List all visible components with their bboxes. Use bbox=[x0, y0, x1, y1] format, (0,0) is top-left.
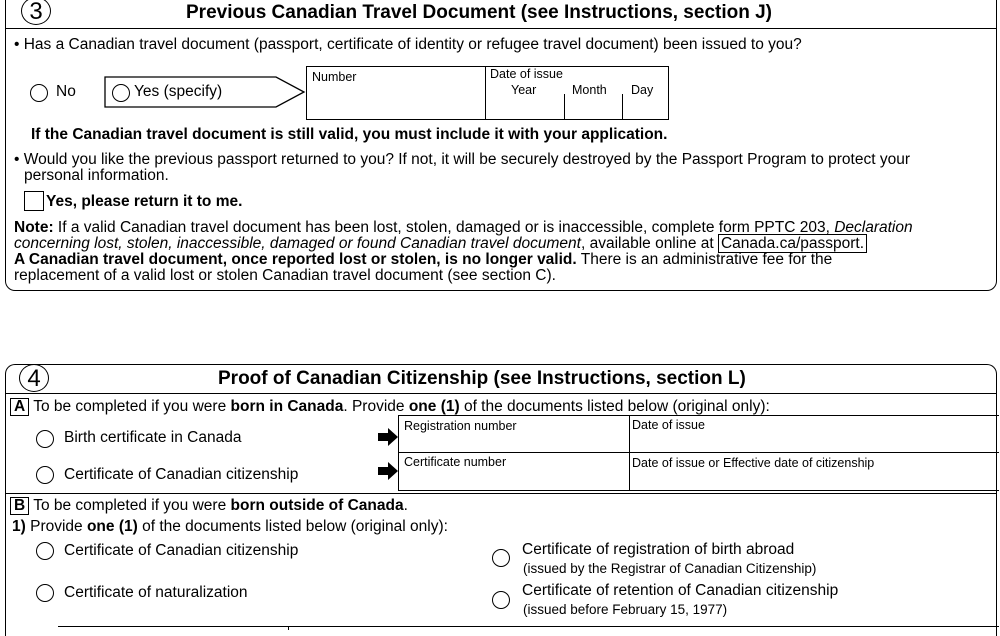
radio-certificate-citizenship-b[interactable] bbox=[36, 542, 54, 560]
partial-table-divider bbox=[288, 626, 289, 630]
radio-certificate-citizenship-a-label: Certificate of Canadian citizenship bbox=[64, 466, 299, 483]
radio-certificate-retention-label: Certificate of retention of Canadian citizenship bbox=[522, 582, 839, 599]
date-of-issue-field-label: Date of issue bbox=[632, 418, 705, 432]
section-3-question-2-line-1: • Would you like the previous passport returned to you? If not, it will be securely destroyed by the Passport Program to protect your bbox=[14, 151, 910, 168]
section-3-number: 3 bbox=[21, 0, 51, 25]
certificate-number-label: Certificate number bbox=[404, 455, 507, 469]
radio-certificate-naturalization[interactable] bbox=[36, 584, 54, 602]
radio-certificate-registration-label: Certificate of registration of birth abroad bbox=[522, 541, 795, 558]
part-a-instruction: A To be completed if you were born in Canada. Provide one (1) of the documents listed below (original only): bbox=[10, 398, 770, 416]
date-of-issue-label: Date of issue bbox=[490, 67, 563, 81]
note-label: Note: bbox=[14, 219, 54, 236]
section-4-title: Proof of Canadian Citizenship (see Instructions, section L) bbox=[218, 368, 746, 389]
radio-no[interactable] bbox=[30, 84, 48, 102]
note-line-4: replacement of a valid lost or stolen Canadian travel document (see section C). bbox=[14, 267, 556, 284]
effective-date-label: Date of issue or Effective date of citizenship bbox=[632, 456, 875, 470]
registration-number-label: Registration number bbox=[404, 419, 517, 433]
part-a-bottom-rule bbox=[5, 493, 997, 494]
section-3-title: Previous Canadian Travel Document (see Instructions, section J) bbox=[186, 2, 773, 23]
return-passport-checkbox[interactable] bbox=[24, 191, 44, 211]
note-line-1: Note: If a valid Canadian travel document has been lost, stolen, damaged or is inaccessible, complete form PPTC 203, Declaration bbox=[14, 219, 913, 236]
section-4-number: 4 bbox=[19, 364, 49, 392]
number-label: Number bbox=[312, 70, 357, 84]
radio-certificate-retention-sub: (issued before February 15, 1977) bbox=[523, 602, 728, 617]
part-b-step-1: 1) Provide one (1) of the documents listed below (original only): bbox=[12, 518, 448, 535]
note-line-2: concerning lost, stolen, inaccessible, damaged or found Canadian travel document, available online at Canada.ca/passport. bbox=[14, 235, 867, 253]
arrow-right-icon bbox=[378, 462, 398, 480]
passport-website-link[interactable]: Canada.ca/passport. bbox=[718, 234, 867, 253]
part-b-instruction: B To be completed if you were born outside of Canada. bbox=[10, 497, 408, 515]
date-tick-2 bbox=[622, 94, 623, 119]
radio-birth-certificate[interactable] bbox=[36, 430, 54, 448]
section-3-title-rule bbox=[5, 28, 997, 29]
radio-yes[interactable] bbox=[112, 84, 130, 102]
valid-document-notice: If the Canadian travel document is still valid, you must include it with your application. bbox=[31, 126, 668, 143]
radio-certificate-citizenship-b-label: Certificate of Canadian citizenship bbox=[64, 542, 299, 559]
radio-certificate-registration-sub: (issued by the Registrar of Canadian Citizenship) bbox=[523, 561, 817, 576]
part-b-letter: B bbox=[10, 497, 29, 515]
month-label: Month bbox=[572, 83, 607, 97]
radio-birth-certificate-label: Birth certificate in Canada bbox=[64, 429, 242, 446]
radio-certificate-citizenship-a[interactable] bbox=[36, 466, 54, 484]
radio-certificate-registration[interactable] bbox=[492, 549, 510, 567]
arrow-right-icon bbox=[378, 428, 398, 446]
section-3-question-2-line-2: personal information. bbox=[24, 167, 169, 184]
radio-certificate-retention[interactable] bbox=[492, 591, 510, 609]
year-label: Year bbox=[511, 83, 537, 97]
return-passport-label: Yes, please return it to me. bbox=[46, 193, 243, 210]
partial-table-rule bbox=[58, 626, 999, 627]
section-3-question-1: • Has a Canadian travel document (passport, certificate of identity or refugee travel document) been issued to you? bbox=[14, 36, 802, 53]
date-tick-1 bbox=[564, 94, 565, 119]
day-label: Day bbox=[631, 83, 654, 97]
section-4-title-rule bbox=[5, 393, 997, 394]
radio-yes-label: Yes (specify) bbox=[134, 83, 223, 100]
radio-no-label: No bbox=[56, 83, 76, 100]
note-line-3: A Canadian travel document, once reported lost or stolen, is no longer valid. There is an administrative fee for the bbox=[14, 251, 833, 268]
radio-certificate-naturalization-label: Certificate of naturalization bbox=[64, 584, 248, 601]
part-a-letter: A bbox=[10, 398, 29, 416]
